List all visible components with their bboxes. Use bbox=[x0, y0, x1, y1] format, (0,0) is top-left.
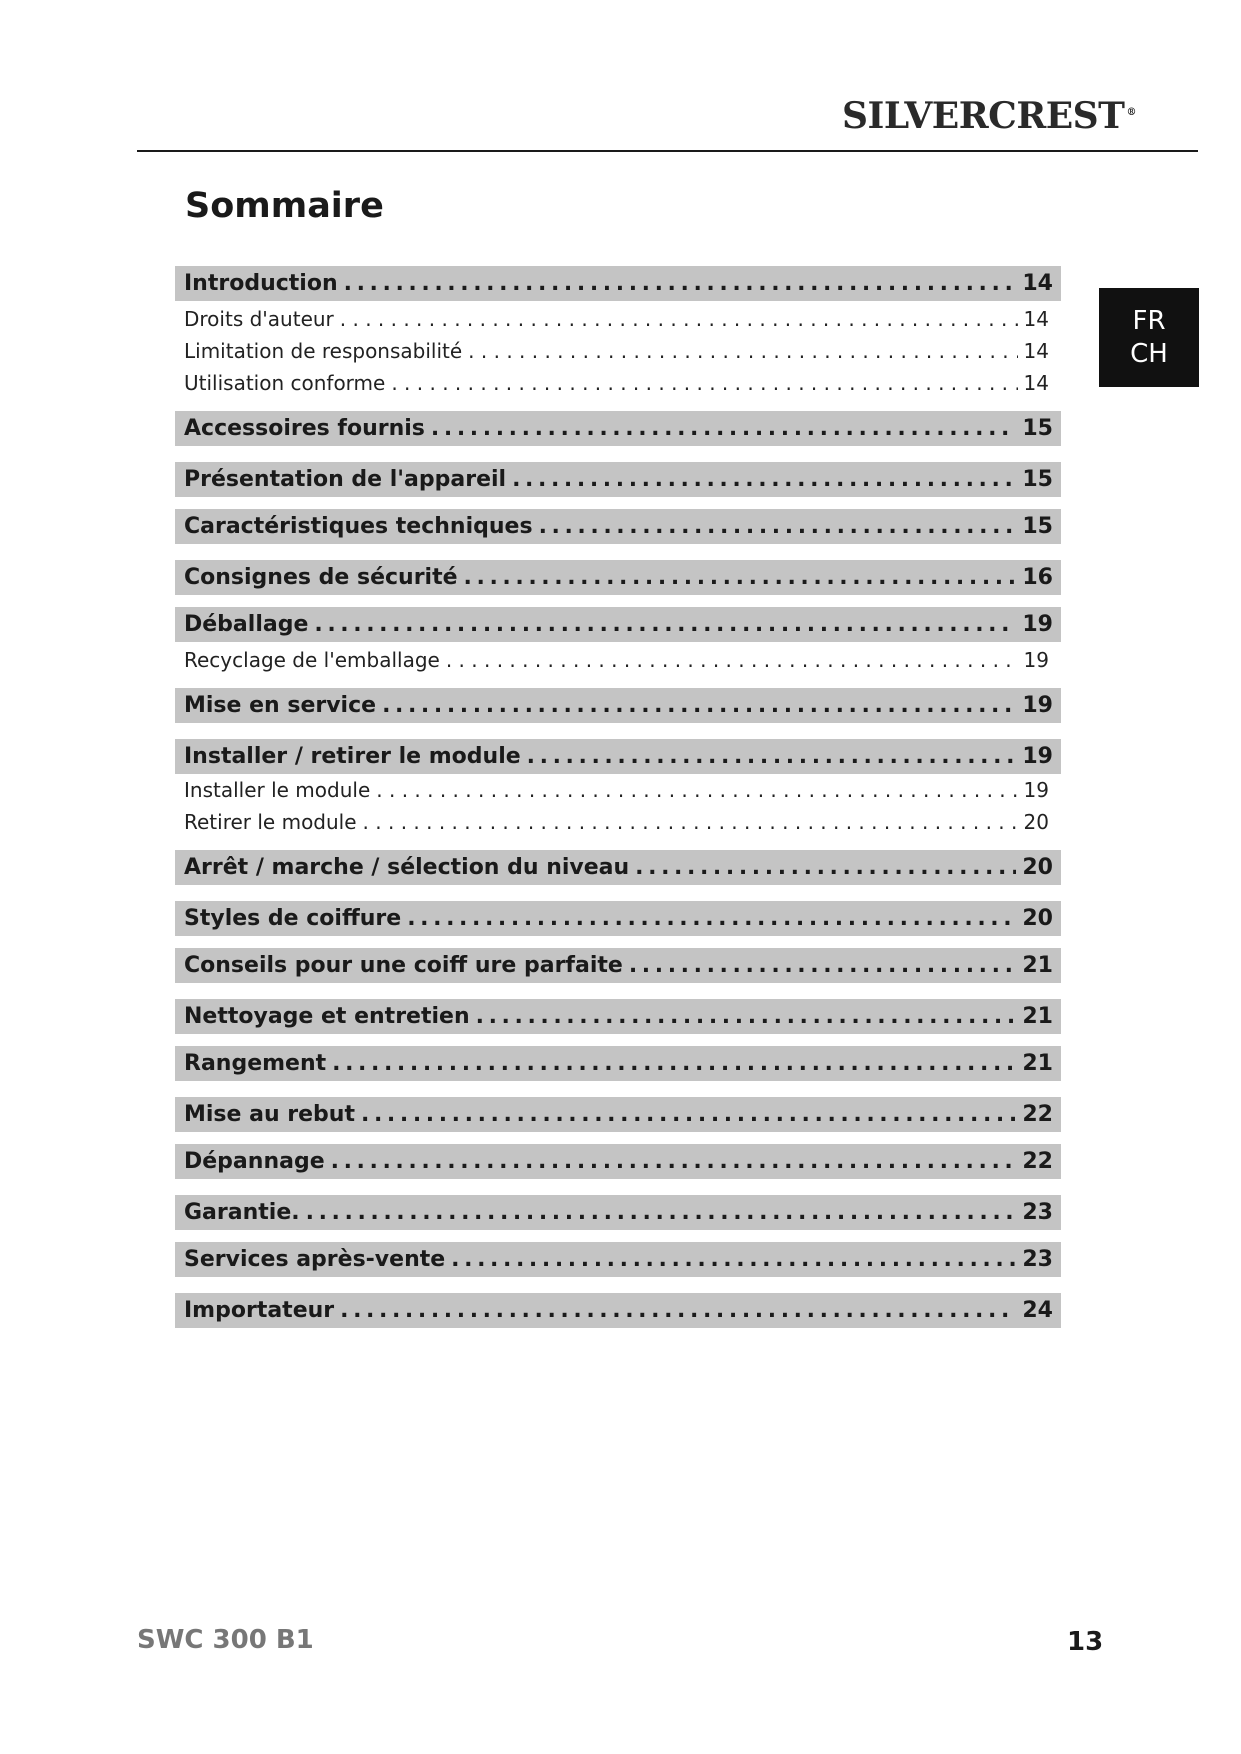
toc-entry-consignes-securite[interactable] bbox=[175, 560, 1061, 595]
toc-entry-page: 20 bbox=[1022, 906, 1053, 931]
toc-entry-arret-marche-niveau[interactable] bbox=[175, 850, 1061, 885]
toc-leader-dots bbox=[340, 303, 1018, 335]
toc-entry-page: 19 bbox=[1022, 693, 1053, 718]
toc-entry-page: 16 bbox=[1022, 565, 1053, 590]
toc-entry-title: Installer / retirer le module bbox=[184, 744, 521, 769]
toc-subentry-droits-auteur[interactable] bbox=[175, 303, 1061, 335]
toc-entry-title: Retirer le module bbox=[184, 810, 357, 834]
toc-entry-page: 19 bbox=[1023, 648, 1049, 672]
toc-subentry-retirer-module[interactable] bbox=[175, 806, 1061, 838]
toc-entry-presentation-appareil[interactable] bbox=[175, 462, 1061, 497]
toc-entry-nettoyage-entretien[interactable] bbox=[175, 999, 1061, 1034]
language-code-fr: FR bbox=[1132, 305, 1166, 336]
toc-entry-title: Consignes de sécurité bbox=[184, 565, 458, 590]
toc-entry-rangement[interactable] bbox=[175, 1046, 1061, 1081]
toc-entry-importateur[interactable] bbox=[175, 1293, 1061, 1328]
toc-entry-title: Présentation de l'appareil bbox=[184, 467, 507, 492]
table-of-contents bbox=[175, 266, 1061, 1328]
toc-entry-title: Accessoires fournis bbox=[184, 416, 425, 441]
toc-entry-title: Conseils pour une coiff ure parfaite bbox=[184, 953, 623, 978]
toc-leader-dots bbox=[527, 739, 1017, 774]
toc-entry-garantie[interactable] bbox=[175, 1195, 1061, 1230]
toc-entry-page: 14 bbox=[1023, 339, 1049, 363]
toc-entry-title: Dépannage bbox=[184, 1149, 325, 1174]
toc-entry-page: 15 bbox=[1022, 467, 1053, 492]
toc-leader-dots bbox=[539, 509, 1017, 544]
toc-entry-depannage[interactable] bbox=[175, 1144, 1061, 1179]
toc-leader-dots bbox=[314, 607, 1016, 642]
toc-subentry-recyclage-emballage[interactable] bbox=[175, 644, 1061, 676]
toc-leader-dots bbox=[344, 266, 1017, 301]
toc-leader-dots bbox=[635, 850, 1016, 885]
toc-entry-page: 19 bbox=[1023, 778, 1049, 802]
brand-registered-mark: ® bbox=[1126, 107, 1136, 118]
toc-entry-deballage[interactable] bbox=[175, 607, 1061, 642]
toc-entry-services-apres-vente[interactable] bbox=[175, 1242, 1061, 1277]
toc-entry-page: 14 bbox=[1023, 307, 1049, 331]
toc-entry-caracteristiques-techniques[interactable] bbox=[175, 509, 1061, 544]
toc-entry-title: Déballage bbox=[184, 612, 309, 637]
toc-leader-dots bbox=[407, 901, 1016, 936]
toc-entry-page: 19 bbox=[1022, 744, 1053, 769]
brand-logo bbox=[842, 95, 1136, 137]
toc-entry-page: 22 bbox=[1022, 1102, 1053, 1127]
toc-entry-title: Mise au rebut bbox=[184, 1102, 355, 1127]
toc-entry-page: 21 bbox=[1022, 1004, 1053, 1029]
toc-leader-dots bbox=[306, 1195, 1017, 1230]
toc-entry-title: Arrêt / marche / sélection du niveau bbox=[184, 855, 630, 880]
toc-entry-title: Introduction bbox=[184, 271, 338, 296]
toc-entry-page: 14 bbox=[1022, 271, 1053, 296]
toc-entry-title: Utilisation conforme bbox=[184, 371, 386, 395]
toc-entry-title: Droits d'auteur bbox=[184, 307, 334, 331]
toc-entry-title: Styles de coiffure bbox=[184, 906, 402, 931]
toc-subentry-installer-module[interactable] bbox=[175, 774, 1061, 806]
toc-leader-dots bbox=[464, 560, 1017, 595]
toc-leader-dots bbox=[363, 806, 1018, 838]
toc-entry-page: 20 bbox=[1023, 810, 1049, 834]
toc-entry-title: Installer le module bbox=[184, 778, 371, 802]
language-tab bbox=[1099, 288, 1199, 387]
toc-entry-page: 19 bbox=[1022, 612, 1053, 637]
toc-entry-title: Mise en service bbox=[184, 693, 377, 718]
toc-entry-page: 22 bbox=[1022, 1149, 1053, 1174]
toc-entry-mise-en-service[interactable] bbox=[175, 688, 1061, 723]
toc-leader-dots bbox=[468, 335, 1017, 367]
toc-entry-page: 21 bbox=[1022, 953, 1053, 978]
toc-leader-dots bbox=[476, 999, 1017, 1034]
toc-leader-dots bbox=[451, 1242, 1016, 1277]
toc-entry-page: 15 bbox=[1022, 514, 1053, 539]
toc-entry-title: Importateur bbox=[184, 1298, 335, 1323]
toc-leader-dots bbox=[332, 1046, 1016, 1081]
toc-entry-styles-coiffure[interactable] bbox=[175, 901, 1061, 936]
toc-entry-page: 24 bbox=[1022, 1298, 1053, 1323]
toc-leader-dots bbox=[340, 1293, 1016, 1328]
toc-leader-dots bbox=[391, 367, 1017, 399]
toc-leader-dots bbox=[376, 774, 1017, 806]
toc-entry-conseils-coiffure[interactable] bbox=[175, 948, 1061, 983]
toc-leader-dots bbox=[361, 1097, 1016, 1132]
toc-leader-dots bbox=[512, 462, 1016, 497]
toc-entry-title: Nettoyage et entretien bbox=[184, 1004, 470, 1029]
toc-leader-dots bbox=[431, 411, 1016, 446]
toc-entry-title: Services après-vente bbox=[184, 1247, 446, 1272]
page-title: Sommaire bbox=[185, 186, 384, 226]
toc-entry-page: 23 bbox=[1022, 1247, 1053, 1272]
language-code-ch: CH bbox=[1130, 338, 1168, 369]
toc-leader-dots bbox=[446, 644, 1018, 676]
toc-entry-page: 15 bbox=[1022, 416, 1053, 441]
toc-entry-title: Rangement bbox=[184, 1051, 327, 1076]
footer-model-number: SWC 300 B1 bbox=[137, 1625, 314, 1655]
toc-entry-page: 21 bbox=[1022, 1051, 1053, 1076]
brand-name: SILVERCREST bbox=[842, 95, 1125, 137]
toc-subentry-utilisation-conforme[interactable] bbox=[175, 367, 1061, 399]
toc-entry-title: Limitation de responsabilité bbox=[184, 339, 463, 363]
toc-entry-mise-au-rebut[interactable] bbox=[175, 1097, 1061, 1132]
toc-entry-title: Caractéristiques techniques bbox=[184, 514, 533, 539]
header-rule bbox=[137, 150, 1198, 152]
toc-entry-accessoires-fournis[interactable] bbox=[175, 411, 1061, 446]
toc-leader-dots bbox=[629, 948, 1017, 983]
footer-page-number: 13 bbox=[1067, 1627, 1104, 1657]
toc-entry-title: Recyclage de l'emballage bbox=[184, 648, 440, 672]
toc-entry-page: 23 bbox=[1022, 1200, 1053, 1225]
toc-entry-page: 14 bbox=[1023, 371, 1049, 395]
toc-leader-dots bbox=[382, 688, 1016, 723]
toc-leader-dots bbox=[331, 1144, 1017, 1179]
toc-subentry-limitation-responsabilite[interactable] bbox=[175, 335, 1061, 367]
toc-entry-title: Garantie. bbox=[184, 1200, 300, 1225]
toc-entry-page: 20 bbox=[1022, 855, 1053, 880]
toc-entry-installer-retirer-module[interactable] bbox=[175, 739, 1061, 774]
toc-entry-introduction[interactable] bbox=[175, 266, 1061, 301]
